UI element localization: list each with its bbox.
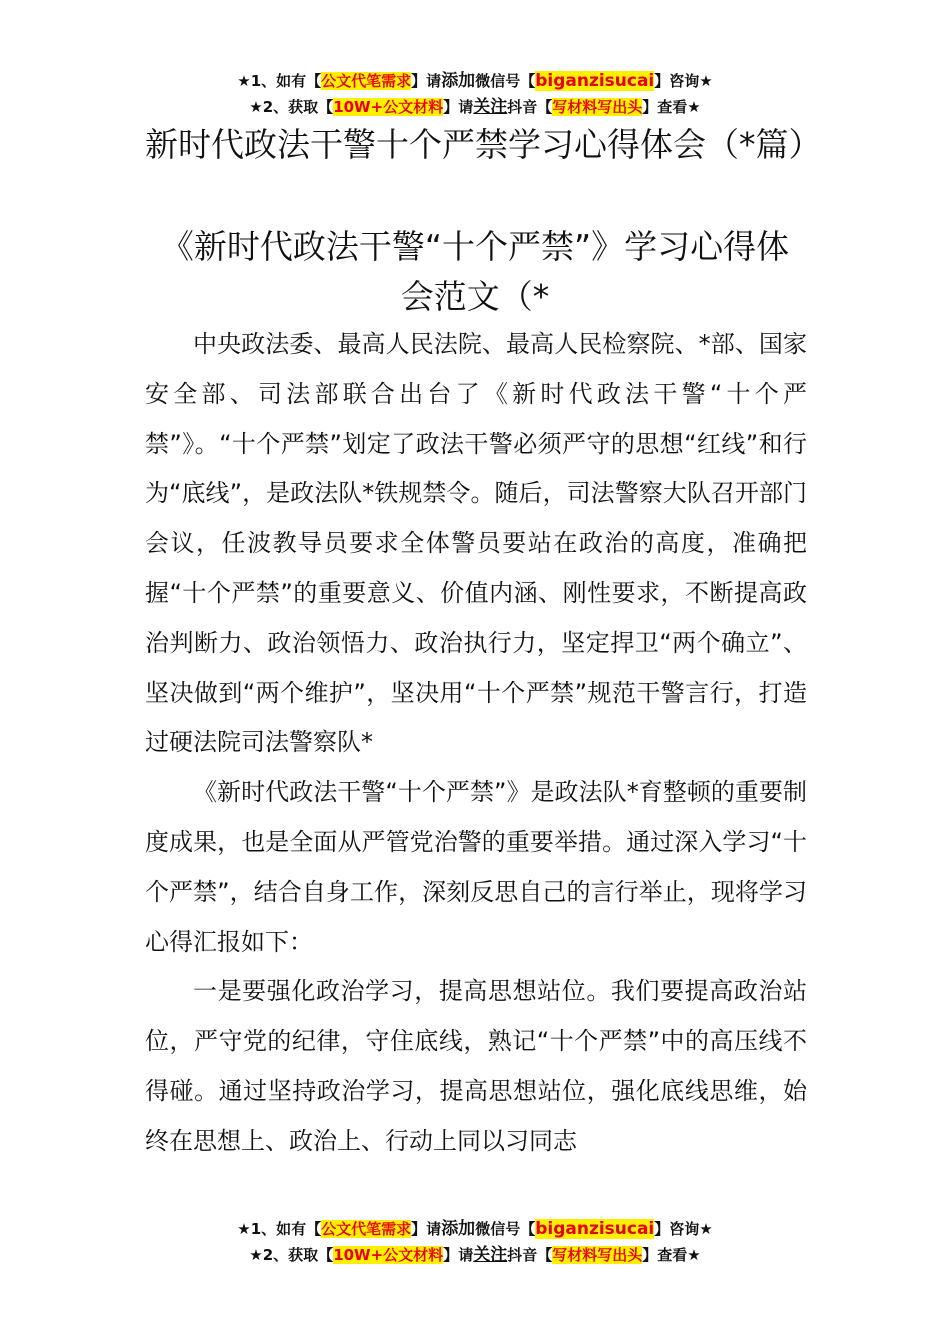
banner-line-2: ★2、获取【10W+公文材料】请关注抖音【写材料写出头】查看★ (249, 1245, 701, 1265)
highlight-wechat-id: biganzisucai (535, 1219, 655, 1239)
document-body (145, 320, 807, 1167)
highlight-douyin: 写材料写出头 (552, 98, 643, 116)
highlight-writing-service: 公文代笔需求 (321, 1220, 412, 1238)
banner-line-2: ★2、获取【10W+公文材料】请关注抖音【写材料写出头】查看★ (249, 97, 701, 117)
footer-banner (0, 1216, 950, 1268)
highlight-materials: 10W+公文材料 (333, 1246, 444, 1264)
banner-line-1: ★1、如有【公文代笔需求】请添加微信号【biganzisucai】咨询★ (237, 1219, 713, 1239)
header-banner (0, 68, 950, 120)
highlight-douyin: 写材料写出头 (552, 1246, 643, 1264)
document-title: 新时代政法干警十个严禁学习心得体会（*篇） (145, 125, 822, 164)
document-subtitle: 《新时代政法干警“十个严禁”》学习心得体会范文（* (160, 227, 790, 316)
paragraph: 一是要强化政治学习，提高思想站位。我们要提高政治站位，严守党的纪律，守住底线，熟记“十个严禁”中的高压线不得碰。通过坚持政治学习，提高思想站位，强化底线思维，始终在思想上、政治上、行动上同以习同志 (145, 977, 807, 1155)
paragraph: 《新时代政法干警“十个严禁”》是政法队*育整顿的重要制度成果，也是全面从严管党治警的重要举措。通过深入学习“十个严禁”，结合自身工作，深刻反思自己的言行举止，现将学习心得汇报如下： (145, 778, 807, 956)
banner-line-1: ★1、如有【公文代笔需求】请添加微信号【biganzisucai】咨询★ (237, 71, 713, 91)
highlight-writing-service: 公文代笔需求 (321, 72, 412, 90)
highlight-materials: 10W+公文材料 (333, 98, 444, 116)
paragraph: 中央政法委、最高人民法院、最高人民检察院、*部、国家安全部、司法部联合出台了《新时代政法干警“十个严禁”》。“十个严禁”划定了政法干警必须严守的思想“红线”和行为“底线”，是政法队*铁规禁令。随后，司法警察大队召开部门会议，任波教导员要求全体警员要站在政治的高度，准确把握“十个严禁”的重要意义、价值内涵、刚性要求，不断提高政治判断力、政治领悟力、政治执行力，坚定捍卫“两个确立”、坚决做到“两个维护”，坚决用“十个严禁”规范干警言行，打造过硬法院司法警察队* (145, 330, 807, 757)
highlight-wechat-id: biganzisucai (535, 71, 655, 91)
